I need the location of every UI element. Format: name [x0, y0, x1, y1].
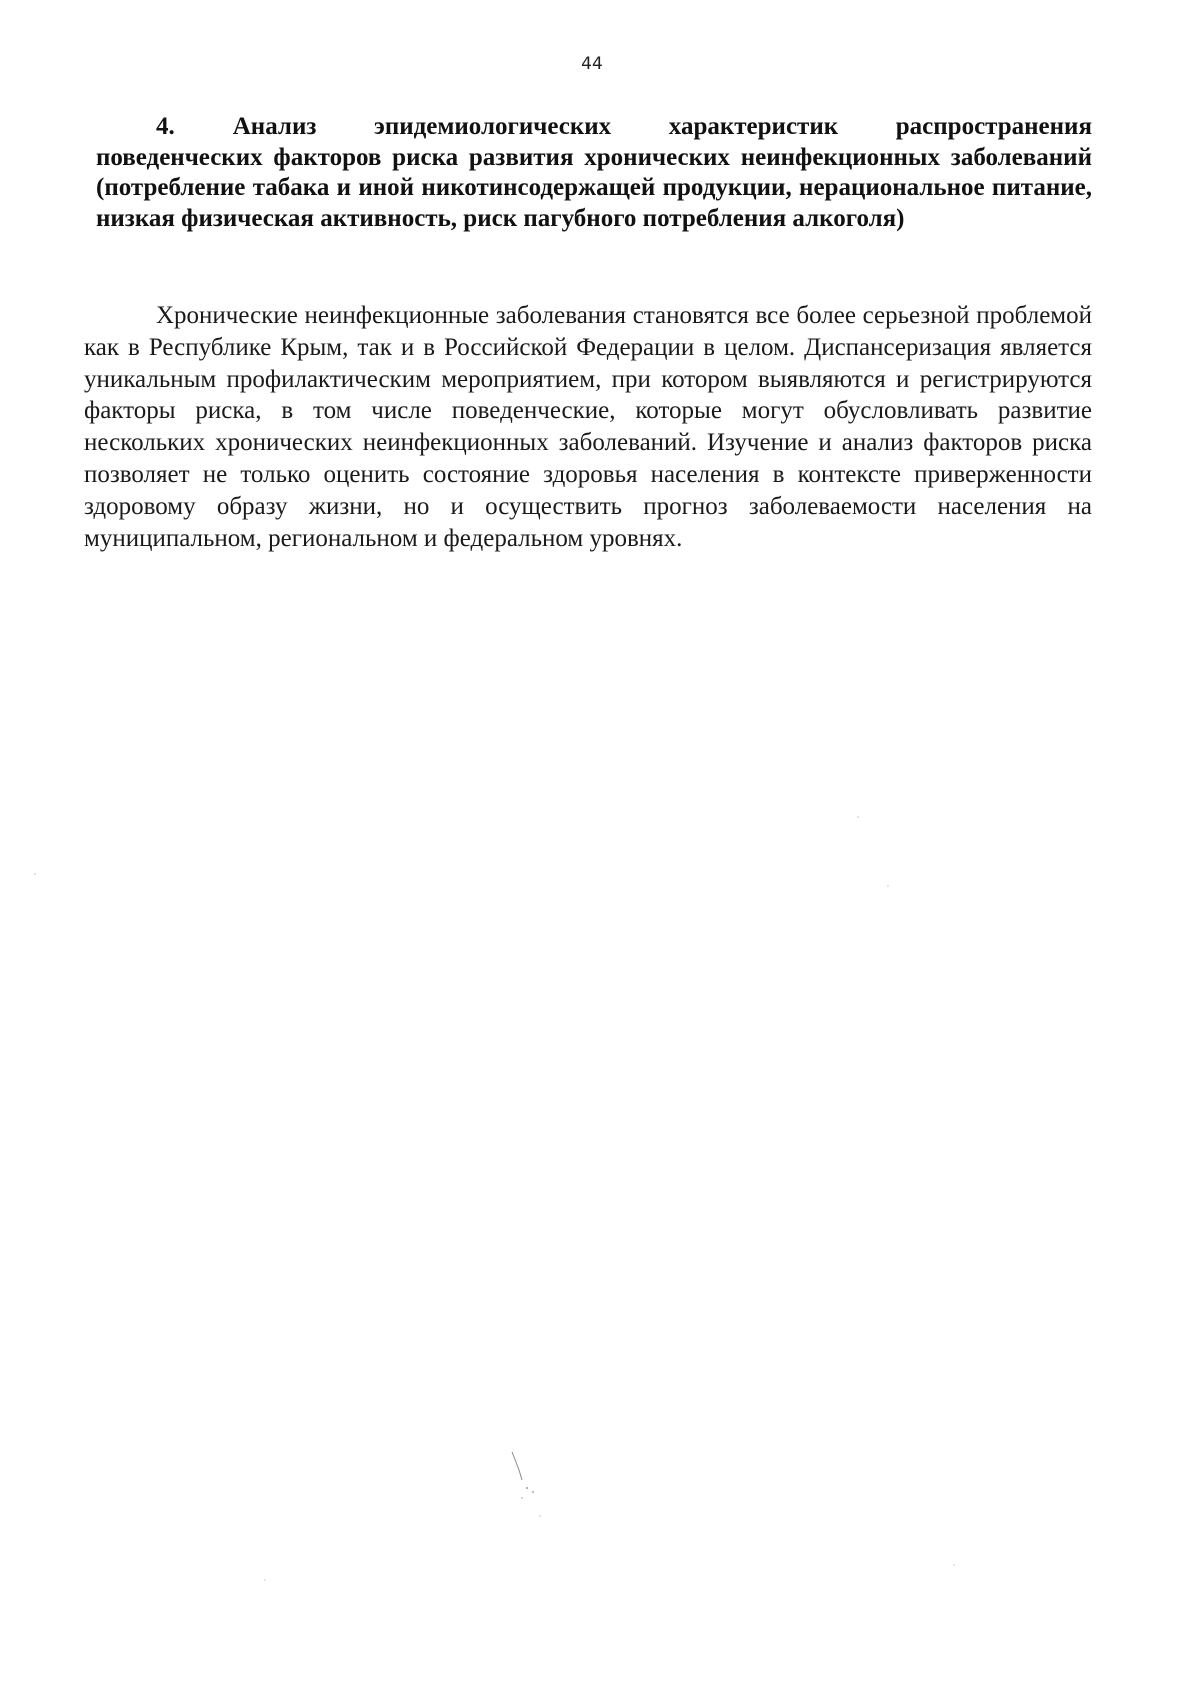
section-title: Анализ эпидемиологических характеристик распространения поведенческих факторов риска развития хронических неинфекционных заболеваний (потребление табака и иной никотинсодержащей продукции, нерациональное питание, низкая физическая активность, риск пагубного потребления алкоголя): [96, 113, 1092, 232]
page-number: 44: [581, 54, 603, 74]
section-heading: [96, 112, 1092, 234]
body-paragraph: Хронические неинфекционные заболевания становятся все более серьезной проблемой как в Республике Крым, так и в Российской Федерации в целом. Диспансеризация является уникальным профилактическим мероприятием, при котором выявляются и регистрируются факторы риска, в том числе поведенческие, которые могут обусловливать развитие нескольких хронических неинфекционных заболеваний. Изучение и анализ факторов риска позволяет не только оценить состояние здоровья населения в контексте приверженности здоровому образу жизни, но и осуществить прогноз заболеваемости населения на муниципальном, региональном и федеральном уровнях.: [84, 302, 1092, 552]
section-number: 4.: [156, 113, 175, 140]
